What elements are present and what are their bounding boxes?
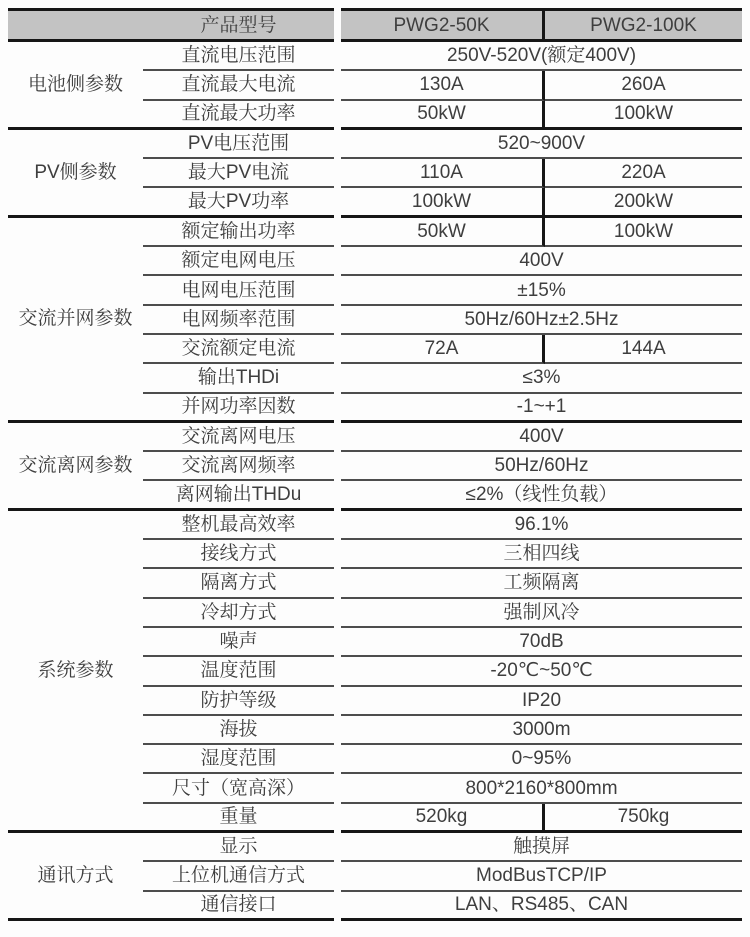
value-cell: ≤3% xyxy=(341,364,742,393)
value-cell-model-1: 50kW xyxy=(341,218,545,247)
category-cell: 通讯方式 xyxy=(8,833,143,921)
param-cell: 噪声 xyxy=(143,628,334,657)
value-cell: 800*2160*800mm xyxy=(341,774,742,803)
value-cell: 96.1% xyxy=(341,511,742,540)
param-cell: 湿度范围 xyxy=(143,745,334,774)
value-cell-model-2: 144A xyxy=(545,335,742,364)
param-cell: 直流最大功率 xyxy=(143,101,334,130)
category-cell: 交流并网参数 xyxy=(8,218,143,423)
value-cell: 50Hz/60Hz xyxy=(341,452,742,481)
value-cell: LAN、RS485、CAN xyxy=(341,892,742,921)
param-cell: 接线方式 xyxy=(143,540,334,569)
spec-table xyxy=(8,8,742,921)
param-cell: 交流离网电压 xyxy=(143,423,334,452)
value-cell: 工频隔离 xyxy=(341,569,742,598)
param-cell: 输出THDi xyxy=(143,364,334,393)
value-cell-model-2: 200kW xyxy=(545,188,742,217)
value-cell: 触摸屏 xyxy=(341,833,742,862)
category-cell: 系统参数 xyxy=(8,511,143,833)
value-cell: 50Hz/60Hz±2.5Hz xyxy=(341,306,742,335)
category-cell: PV侧参数 xyxy=(8,130,143,218)
param-cell: 交流离网频率 xyxy=(143,452,334,481)
value-cell: -20℃~50℃ xyxy=(341,657,742,686)
param-cell: PV电压范围 xyxy=(143,130,334,159)
value-cell-model-1: 50kW xyxy=(341,101,545,130)
value-cell-model-1: 520kg xyxy=(341,804,545,833)
param-cell: 额定输出功率 xyxy=(143,218,334,247)
value-cell: 520~900V xyxy=(341,130,742,159)
param-cell: 防护等级 xyxy=(143,687,334,716)
param-cell: 直流最大电流 xyxy=(143,71,334,100)
value-cell: ModBusTCP/IP xyxy=(341,862,742,891)
value-cell: ≤2%（线性负载） xyxy=(341,481,742,510)
param-cell: 尺寸（宽高深） xyxy=(143,774,334,803)
value-cell: 250V-520V(额定400V) xyxy=(341,42,742,71)
value-cell-model-2: 260A xyxy=(545,71,742,100)
param-cell: 通信接口 xyxy=(143,892,334,921)
header-model-pwg2-100k: PWG2-100K xyxy=(545,8,742,42)
param-cell: 重量 xyxy=(143,804,334,833)
param-cell: 上位机通信方式 xyxy=(143,862,334,891)
value-cell-model-1: 110A xyxy=(341,159,545,188)
header-spacer-cell xyxy=(8,8,143,42)
param-cell: 最大PV电流 xyxy=(143,159,334,188)
param-cell: 电网电压范围 xyxy=(143,276,334,305)
value-cell: ±15% xyxy=(341,276,742,305)
param-cell: 离网输出THDu xyxy=(143,481,334,510)
param-cell: 并网功率因数 xyxy=(143,394,334,423)
value-cell: IP20 xyxy=(341,687,742,716)
header-model-pwg2-50k: PWG2-50K xyxy=(341,8,545,42)
param-cell: 温度范围 xyxy=(143,657,334,686)
value-cell: 强制风冷 xyxy=(341,599,742,628)
param-cell: 冷却方式 xyxy=(143,599,334,628)
param-cell: 直流电压范围 xyxy=(143,42,334,71)
param-cell: 整机最高效率 xyxy=(143,511,334,540)
param-cell: 海拔 xyxy=(143,716,334,745)
value-cell-model-2: 100kW xyxy=(545,218,742,247)
value-cell-model-1: 100kW xyxy=(341,188,545,217)
value-cell: 3000m xyxy=(341,716,742,745)
param-cell: 显示 xyxy=(143,833,334,862)
header-product-model-label: 产品型号 xyxy=(143,8,334,42)
value-cell-model-1: 130A xyxy=(341,71,545,100)
category-cell: 电池侧参数 xyxy=(8,42,143,130)
value-cell-model-2: 100kW xyxy=(545,101,742,130)
category-cell: 交流离网参数 xyxy=(8,423,143,511)
param-cell: 最大PV功率 xyxy=(143,188,334,217)
value-cell-model-2: 750kg xyxy=(545,804,742,833)
value-cell: 400V xyxy=(341,247,742,276)
value-cell: 400V xyxy=(341,423,742,452)
value-cell: -1~+1 xyxy=(341,394,742,423)
value-cell: 三相四线 xyxy=(341,540,742,569)
value-cell-model-1: 72A xyxy=(341,335,545,364)
param-cell: 隔离方式 xyxy=(143,569,334,598)
value-cell-model-2: 220A xyxy=(545,159,742,188)
value-cell: 70dB xyxy=(341,628,742,657)
param-cell: 电网频率范围 xyxy=(143,306,334,335)
value-cell: 0~95% xyxy=(341,745,742,774)
param-cell: 额定电网电压 xyxy=(143,247,334,276)
param-cell: 交流额定电流 xyxy=(143,335,334,364)
